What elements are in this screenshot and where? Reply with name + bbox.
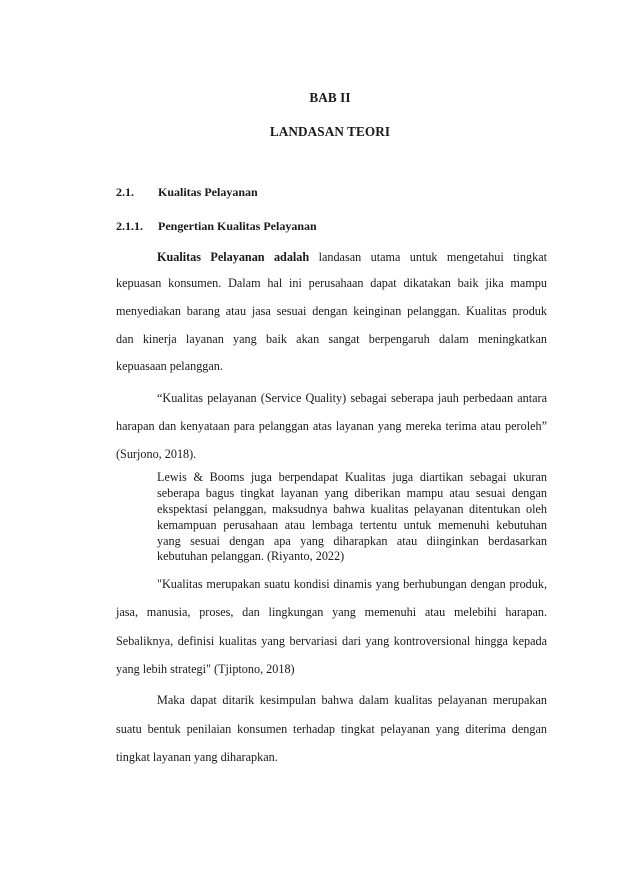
para3-line-1: "Kualitas merupakan suatu kondisi dinamis yang berhubungan dengan produk,: [157, 577, 547, 591]
para3-line-3: Sebaliknya, definisi kualitas yang bervariasi dari yang kontroversional hingga kepada: [116, 634, 547, 648]
blockquote-line-5: yang sesuai dengan apa yang diharapkan atau diinginkan berdasarkan: [157, 534, 547, 548]
blockquote-line-4: kemampuan perusahaan atau lembaga tertentu untuk memenuhi kebutuhan: [157, 518, 547, 532]
para4-line-3: tingkat layanan yang diharapkan.: [116, 750, 278, 764]
para2-line-2: harapan dan kenyataan para pelanggan atas layanan yang mereka terima atau peroleh”: [116, 419, 547, 433]
chapter-title: LANDASAN TEORI: [269, 124, 391, 139]
blockquote-line-1: Lewis & Booms juga berpendapat Kualitas juga diartikan sebagai ukuran: [157, 470, 547, 484]
para1-lead-bold: Kualitas Pelayanan adalah: [157, 250, 310, 264]
para1-line-3: menyediakan barang atau jasa sesuai dengan keinginan pelanggan. Kualitas produk: [116, 304, 547, 318]
para3-line-4: yang lebih strategi" (Tjiptono, 2018): [116, 662, 295, 676]
para1-line-1: [157, 250, 547, 265]
para1-line-1-rest: landasan utama untuk mengetahui tingkat: [318, 250, 547, 264]
subsection-number: 2.1.1.: [116, 219, 143, 233]
chapter-number: BAB II: [309, 90, 351, 105]
para1-line-2: kepuasan konsumen. Dalam hal ini perusahaan dapat dikatakan baik jika mampu: [116, 276, 547, 290]
blockquote-line-2: seberapa bagus tingkat layanan yang diberikan mampu atau sesuai dengan: [157, 486, 547, 500]
para1-line-5: kepuasaan pelanggan.: [116, 359, 223, 373]
section-title: Kualitas Pelayanan: [158, 185, 258, 199]
para3-line-2: jasa, manusia, proses, dan lingkungan yang memenuhi atau melebihi harapan.: [116, 605, 547, 619]
section-heading: [116, 185, 258, 200]
para4-line-2: suatu bentuk penilaian konsumen terhadap tingkat pelayanan yang diterima dengan: [116, 722, 547, 736]
subsection-heading: [116, 219, 317, 234]
para2-line-1: “Kualitas pelayanan (Service Quality) sebagai seberapa jauh perbedaan antara: [157, 391, 547, 405]
para4-line-1: Maka dapat ditarik kesimpulan bahwa dalam kualitas pelayanan merupakan: [157, 693, 547, 707]
para2-line-3: (Surjono, 2018).: [116, 447, 197, 461]
blockquote-line-6: kebutuhan pelanggan. (Riyanto, 2022): [157, 549, 345, 563]
blockquote-line-3: ekspektasi pelanggan, maksudnya bahwa kualitas pelayanan ditentukan oleh: [157, 502, 547, 516]
section-number: 2.1.: [116, 185, 134, 199]
subsection-title: Pengertian Kualitas Pelayanan: [158, 219, 317, 233]
para1-line-4: dan kinerja layanan yang baik akan sangat berpengaruh dalam meningkatkan: [116, 332, 547, 346]
